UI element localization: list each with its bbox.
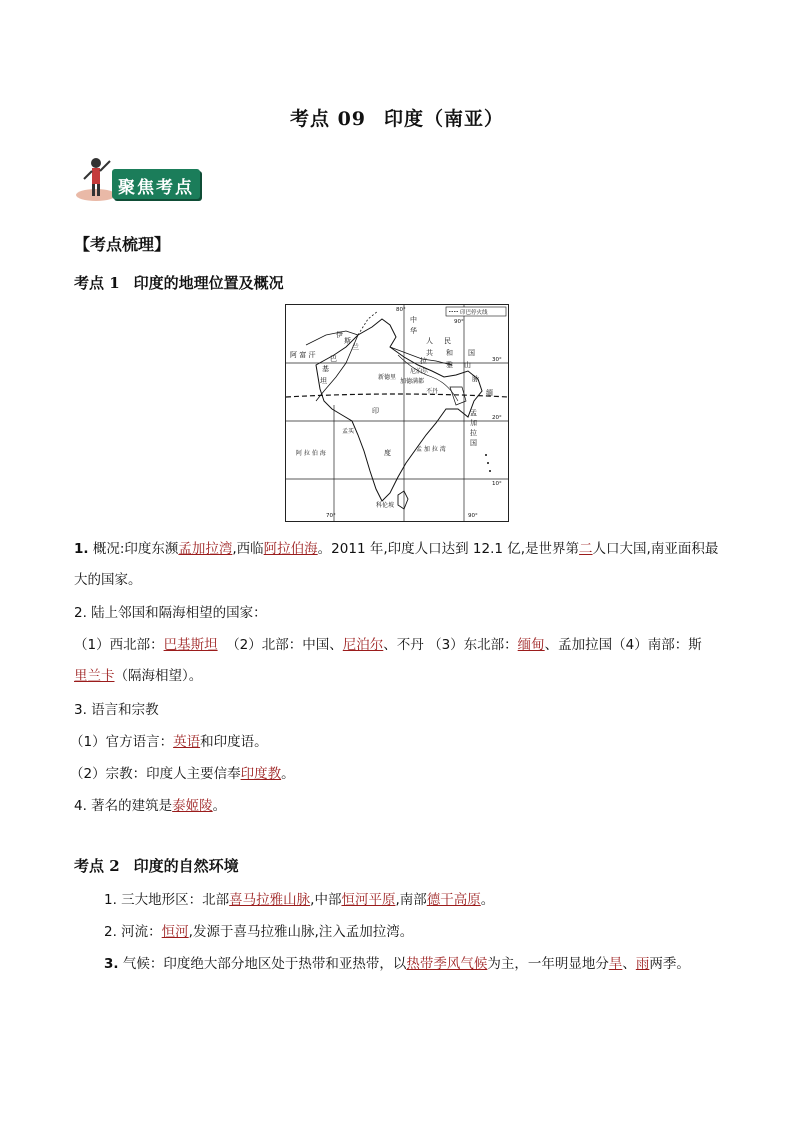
map-label: 脉	[472, 375, 479, 383]
map-label: 拉	[470, 429, 477, 437]
answer-nepal: 尼泊尔	[342, 637, 384, 653]
map-label: 尼泊尔	[410, 368, 429, 375]
kp2-title: 印度的自然环境	[133, 857, 239, 875]
map-label: 印	[372, 407, 379, 415]
map-label: 科伦坡	[376, 502, 395, 509]
answer-pakistan: 巴基斯坦	[163, 637, 218, 653]
legend-label: 印巴停火线	[460, 310, 488, 316]
island-dot	[489, 470, 491, 472]
map-label: 国	[470, 439, 477, 447]
map-label: 坦	[320, 377, 327, 385]
terrain-text: ,南部	[395, 892, 427, 908]
overview-line-2: 大的国家。	[74, 572, 142, 588]
kp2-heading	[74, 855, 239, 876]
deg-label: 70°	[326, 513, 336, 519]
deg-label: 90°	[454, 319, 464, 325]
religion-text: 。	[281, 766, 295, 782]
language-heading: 3. 语言和宗教	[74, 702, 159, 718]
map-label: 孟	[470, 409, 477, 417]
terrain-text: 1. 三大地形区：北部	[104, 892, 230, 908]
map-label: 巴	[330, 355, 337, 363]
island-dot	[485, 454, 487, 456]
overview-number: 1.	[74, 541, 89, 557]
map-label: 阿 富 汗	[290, 351, 316, 359]
answer-bay-of-bengal: 孟加拉湾	[178, 541, 233, 557]
banner-label: 聚焦考点	[118, 178, 194, 198]
island-dot	[487, 462, 489, 464]
india-map-svg	[286, 305, 508, 521]
kp1-title: 印度的地理位置及概况	[133, 274, 284, 292]
map-label: 孟 加 拉 湾	[416, 446, 446, 453]
neighbors-heading: 2. 陆上邻国和隔海相望的国家：	[74, 605, 267, 621]
overview-text: 。2011 年,印度人口达到 12.1 亿,是世界第	[317, 541, 580, 557]
answer-dry: 旱	[608, 956, 623, 972]
climate-text: 气候：印度绝大部分地区处于热带和亚热带，以	[118, 956, 407, 972]
overview-text: ,西临	[232, 541, 264, 557]
neighbors-text: （隔海相望）。	[114, 668, 203, 684]
answer-hinduism: 印度教	[240, 766, 282, 782]
map-label: 中	[410, 316, 417, 324]
kp1-heading	[74, 272, 284, 293]
india-map	[285, 304, 509, 522]
answer-sri-lanka: 里兰卡	[74, 668, 115, 684]
map-label: 斯	[344, 337, 351, 345]
ceasefire-line	[358, 311, 378, 335]
climate-number: 3.	[104, 956, 119, 972]
overview-line-1	[74, 537, 718, 557]
overview-text: 人口大国,南亚面积最	[592, 541, 719, 557]
map-label: 基	[322, 365, 329, 373]
title-number: 考点 09	[289, 108, 367, 130]
answer-deccan-plateau: 德干高原	[426, 892, 481, 908]
neighbors-line-2	[74, 664, 202, 684]
map-label: 拉	[420, 357, 427, 365]
map-label: 加	[470, 419, 477, 427]
answer-ganges-plain: 恒河平原	[341, 892, 396, 908]
map-label: 伊	[336, 331, 343, 339]
india-outline	[316, 319, 482, 501]
language-text: 和印度语。	[200, 734, 268, 750]
deg-label: 90°	[468, 513, 478, 519]
map-label: 山	[464, 361, 471, 369]
title-topic: 印度（南亚）	[384, 108, 505, 130]
answer-himalayas: 喜马拉雅山脉	[229, 892, 311, 908]
answer-taj-mahal: 泰姬陵	[172, 798, 213, 814]
kp2-number: 考点 2	[74, 857, 120, 875]
map-label: 人	[426, 337, 433, 345]
river-line	[104, 920, 413, 940]
map-label: 共	[426, 349, 433, 357]
map-label: 民	[444, 337, 451, 345]
building-text: 。	[212, 798, 227, 814]
neighbors-text: （2）北部：中国、	[226, 637, 343, 653]
language-line	[70, 730, 268, 750]
page-title	[0, 104, 794, 131]
map-label: 缅	[486, 389, 493, 397]
map-label: 兰	[352, 343, 359, 351]
neighbors-text: 、孟加拉国（4）南部：斯	[544, 637, 702, 653]
building-line	[74, 794, 226, 814]
answer-rank: 二	[579, 541, 593, 557]
map-label: 加德满都	[400, 378, 425, 385]
deg-label: 20°	[492, 415, 502, 421]
building-text: 4. 著名的建筑是	[74, 798, 173, 814]
neighbors-line-1	[74, 633, 702, 653]
map-label: 不丹	[426, 388, 439, 395]
map-label: 华	[410, 327, 417, 335]
bangladesh-border	[450, 387, 466, 405]
deg-label: 10°	[492, 481, 502, 487]
overview-text: 概况:印度东濒	[88, 541, 179, 557]
language-text: （1）官方语言：	[70, 734, 174, 750]
map-label: 孟买	[342, 428, 355, 435]
terrain-text: 。	[480, 892, 495, 908]
focus-banner	[74, 155, 204, 203]
terrain-line	[104, 888, 494, 908]
map-label: 雅	[446, 361, 453, 369]
deg-label: 80°	[396, 307, 406, 313]
answer-english: 英语	[173, 734, 201, 750]
climate-text: 两季。	[649, 956, 690, 972]
river-text: 2. 河流：	[104, 924, 162, 940]
map-label: 新德里	[378, 374, 397, 381]
sri-lanka-outline	[398, 491, 408, 509]
map-label: 度	[384, 449, 391, 457]
religion-line	[70, 762, 295, 782]
terrain-text: ,中部	[310, 892, 342, 908]
river-text: ,发源于喜马拉雅山脉,注入孟加拉湾。	[188, 924, 414, 940]
map-label: 国	[468, 349, 475, 357]
climate-line	[104, 952, 690, 972]
answer-monsoon: 热带季风气候	[406, 956, 488, 972]
neighbors-text: 、不丹 （3）东北部：	[383, 637, 518, 653]
section-heading: 【考点梳理】	[74, 235, 171, 254]
map-label: 阿 拉 伯 海	[296, 450, 326, 457]
neighbors-text: （1）西北部：	[74, 637, 164, 653]
religion-text: （2）宗教：印度人主要信奉	[70, 766, 241, 782]
answer-myanmar: 缅甸	[517, 637, 545, 653]
answer-ganges: 恒河	[161, 924, 189, 940]
deg-label: 30°	[492, 357, 502, 363]
answer-wet: 雨	[635, 956, 650, 972]
answer-arabian-sea: 阿拉伯海	[263, 541, 318, 557]
climate-text: 为主，一年明显地分	[487, 956, 609, 972]
kp1-number: 考点 1	[74, 274, 120, 292]
map-label: 和	[446, 349, 453, 357]
climate-text: 、	[622, 956, 636, 972]
